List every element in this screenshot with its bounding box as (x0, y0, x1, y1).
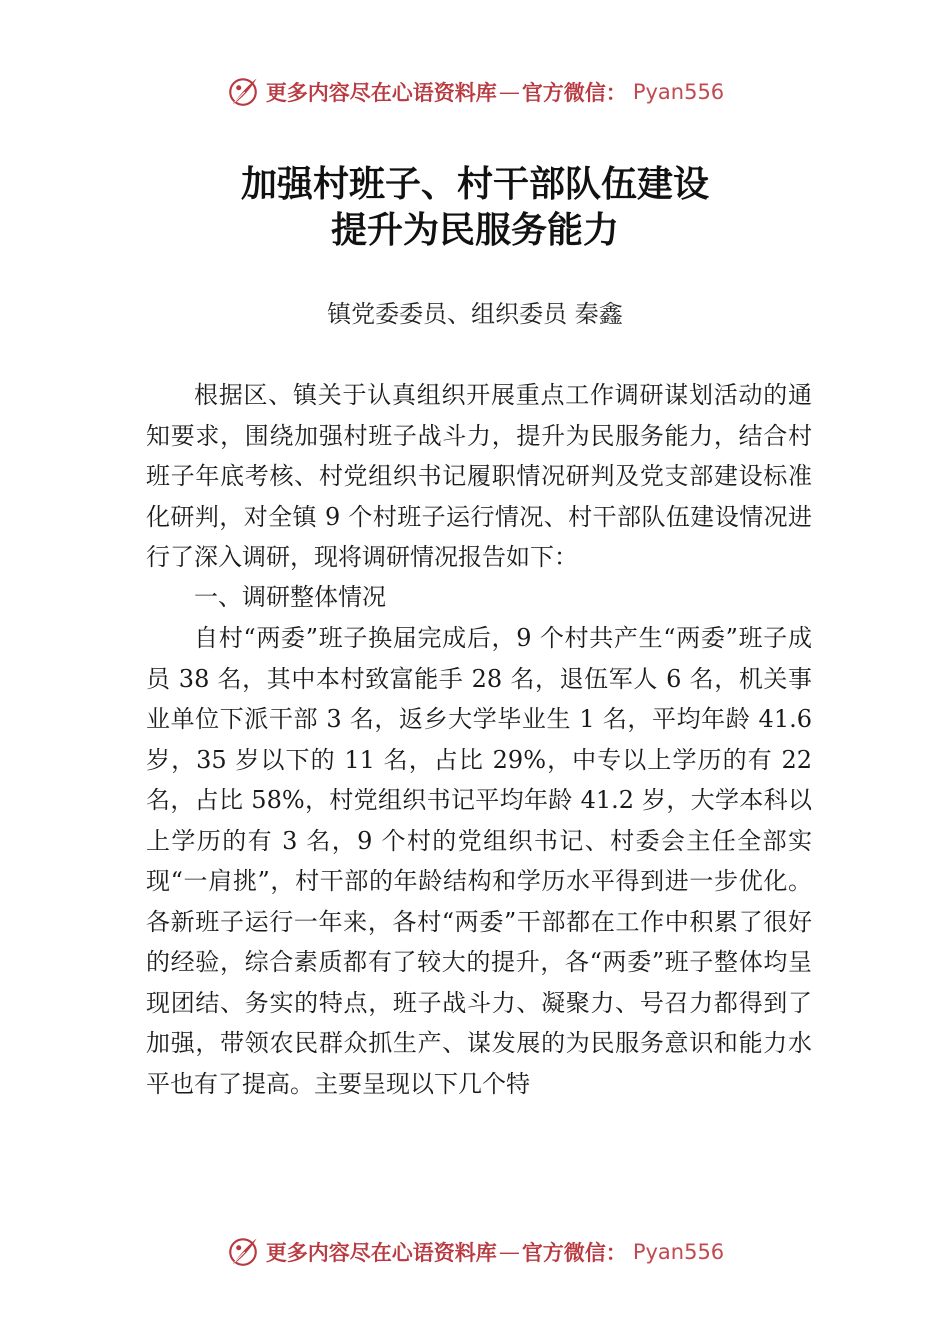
footer-watermark (0, 1232, 950, 1272)
section-heading-block (146, 577, 812, 618)
intro-paragraph-block (146, 375, 812, 578)
quill-logo-icon (226, 75, 260, 109)
watermark-wechat-id: Pyan556 (632, 80, 725, 104)
overview-paragraph: 自村“两委”班子换届完成后，9 个村共产生“两委”班子成员 38 名，其中本村致富能手 28 名，退伍军人 6 名，机关事业单位下派干部 3 名，返乡大学毕业生 1 名，平均年龄 41.6 岁，35 岁以下的 11 名，占比 29%，中专以上学历的有 22 名，占比 58%，村党组织书记平均年龄 41.2 岁，大学本科以上学历的有 3 名，9 个村的党组织书记、村委会主任全部实现“一肩挑”，村干部的年龄结构和学历水平得到进一步优化。各新班子运行一年来，各村“两委”干部都在工作中积累了很好的经验，综合素质都有了较大的提升，各“两委”班子整体均呈现团结、务实的特点，班子战斗力、凝聚力、号召力都得到了加强，带领农民群众抓生产、谋发展的为民服务意识和能力水平也有了提高。主要呈现以下几个特 (146, 624, 812, 1098)
watermark-separator: — (498, 1240, 520, 1264)
watermark-separator: — (498, 80, 520, 104)
watermark-text: 更多内容尽在心语资料库 (265, 1240, 497, 1265)
section-heading-1: 一、调研整体情况 (194, 583, 386, 611)
watermark-wechat-id: Pyan556 (632, 1240, 725, 1264)
watermark-wechat-label: 官方微信： (521, 1240, 627, 1265)
quill-logo-icon (226, 1235, 260, 1269)
document-title-line-2: 提升为民服务能力 (330, 209, 619, 251)
intro-paragraph: 根据区、镇关于认真组织开展重点工作调研谋划活动的通知要求，围绕加强村班子战斗力，提升为民服务能力，结合村班子年底考核、村党组织书记履职情况研判及党支部建设标准化研判，对全镇 9 个村班子运行情况、村干部队伍建设情况进行了深入调研，现将调研情况报告如下： (146, 381, 812, 571)
overview-paragraph-block (146, 618, 812, 1104)
watermark-wechat-label: 官方微信： (521, 80, 627, 105)
document-title-line-1: 加强村班子、村干部队伍建设 (240, 163, 709, 205)
header-watermark (0, 72, 950, 112)
document-author: 镇党委委员、组织委员 秦鑫 (327, 300, 623, 328)
watermark-text: 更多内容尽在心语资料库 (265, 80, 497, 105)
